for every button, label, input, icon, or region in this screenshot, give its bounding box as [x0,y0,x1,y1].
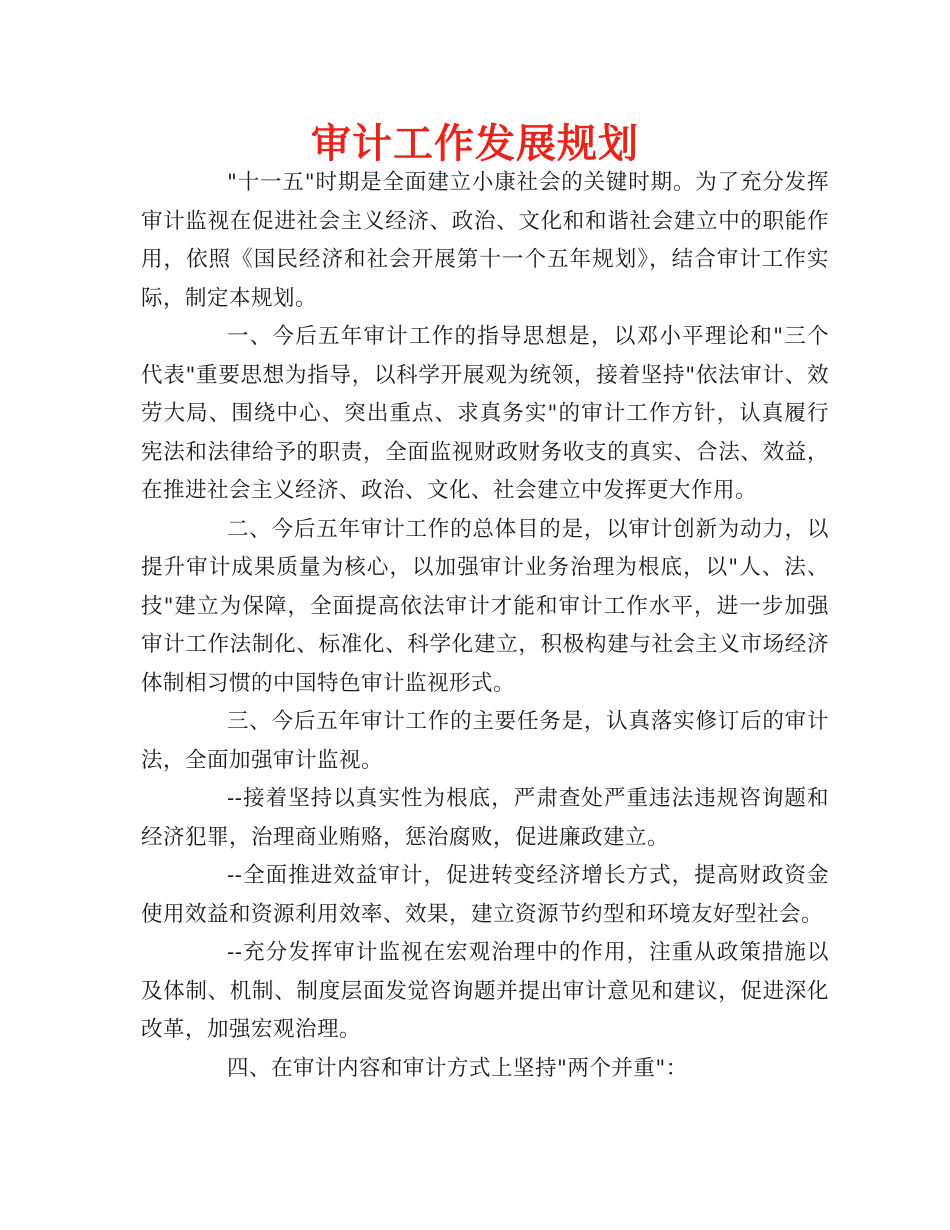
paragraph-intro: "十一五"时期是全面建立小康社会的关键时期。为了充分发挥审计监视在促进社会主义经济、政治、文化和和谐社会建立中的职能作用，依照《国民经济和社会开展第十一个五年规划》，结合审计工作实际，制定本规划。 [141,170,829,311]
paragraph-two-emphases: 四、在审计内容和审计方式上坚持"两个并重"： [227,1055,688,1081]
document-body [141,164,829,1088]
paragraph-main-tasks: 三、今后五年审计工作的主要任务是，认真落实修订后的审计法，全面加强审计监视。 [141,709,829,773]
paragraph-task-efficiency: --全面推进效益审计，促进转变经济增长方式，提高财政资金使用效益和资源利用效率、效果，建立资源节约型和环境友好型社会。 [141,863,829,927]
paragraph-task-authenticity: --接着坚持以真实性为根底，严肃查处严重违法违规咨询题和经济犯罪，治理商业贿赂，惩治腐败，促进廉政建立。 [141,786,829,850]
document-title: 审计工作发展规划 [311,121,639,167]
paragraph-overall-goal: 二、今后五年审计工作的总体目的是，以审计创新为动力，以提升审计成果质量为核心，以加强审计业务治理为根底，以"人、法、技"建立为保障，全面提高依法审计才能和审计工作水平，进一步加强审计工作法制化、标准化、科学化建立，积极构建与社会主义市场经济体制相习惯的中国特色审计监视形式。 [141,516,829,696]
paragraph-task-macro: --充分发挥审计监视在宏观治理中的作用，注重从政策措施以及体制、机制、制度层面发觉咨询题并提出审计意见和建议，促进深化改革，加强宏观治理。 [141,940,829,1042]
paragraph-guiding-ideology: 一、今后五年审计工作的指导思想是，以邓小平理论和"三个代表"重要思想为指导，以科学开展观为统领，接着坚持"依法审计、效劳大局、围绕中心、突出重点、求真务实"的审计工作方针，认真履行宪法和法律给予的职责，全面监视财政财务收支的真实、合法、效益，在推进社会主义经济、政治、文化、社会建立中发挥更大作用。 [141,324,829,503]
